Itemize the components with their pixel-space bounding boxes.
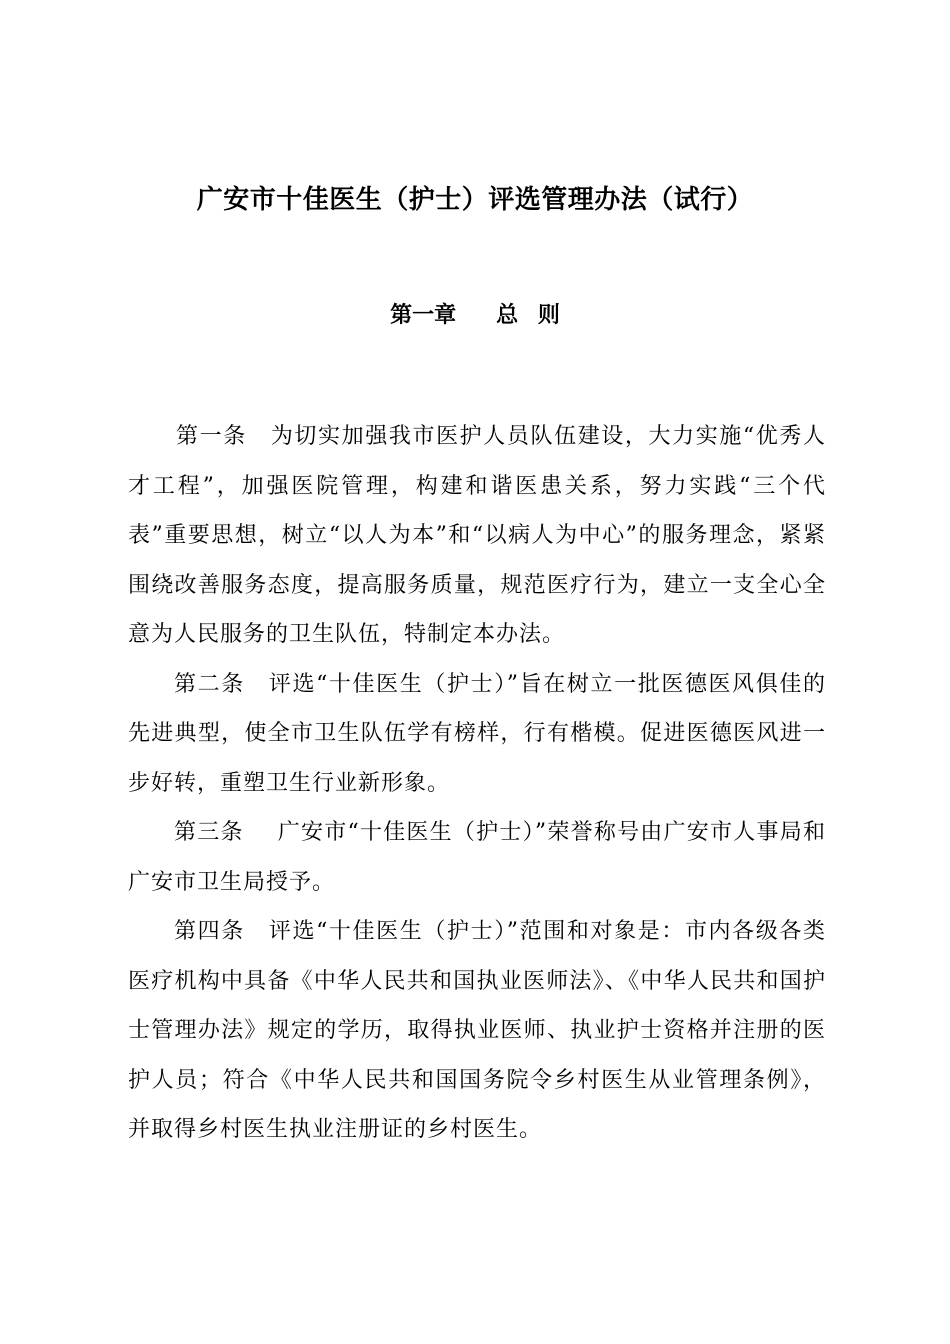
article-text: 广安市“十佳医生（护士）”荣誉称号由广安市人事局和广安市卫生局授予。 (128, 820, 826, 895)
article-number: 第三条 (174, 820, 244, 845)
chapter-number: 第一章 (390, 303, 457, 328)
document-title: 广安市十佳医生（护士）评选管理办法（试行） (196, 185, 754, 215)
article-paragraph (128, 808, 826, 907)
article-paragraph (128, 660, 826, 809)
article-paragraph (128, 412, 826, 660)
article-number: 第二条 (174, 671, 245, 697)
document-body (128, 412, 826, 1155)
article-text: 评选“十佳医生（护士）”范围和对象是：市内各级各类医疗机构中具备《中华人民共和国执业医师法》、《中华人民共和国护士管理办法》规定的学历，取得执业医师、执业护士资格并注册的医护人员；符合《中华人民共和国国务院令乡村医生从业管理条例》，并取得乡村医生执业注册证的乡村医生。 (128, 919, 826, 1142)
article-number: 第一条 (176, 424, 247, 449)
article-number: 第四条 (174, 919, 245, 944)
article-text: 评选“十佳医生（护士）”旨在树立一批医德医风俱佳的先进典型，使全市卫生队伍学有榜样，行有楷模。促进医德医风进一步好转，重塑卫生行业新形象。 (128, 671, 826, 796)
chapter-heading (0, 298, 950, 334)
article-paragraph (128, 907, 826, 1155)
chapter-name: 总 则 (496, 303, 560, 328)
article-text: 为切实加强我市医护人员队伍建设，大力实施“优秀人才工程”，加强医院管理，构建和谐医患关系，努力实践“三个代表”重要思想，树立“以人为本”和“以病人为中心”的服务理念，紧紧围绕改善服务态度，提高服务质量，规范医疗行为，建立一支全心全意为人民服务的卫生队伍，特制定本办法。 (128, 424, 826, 647)
